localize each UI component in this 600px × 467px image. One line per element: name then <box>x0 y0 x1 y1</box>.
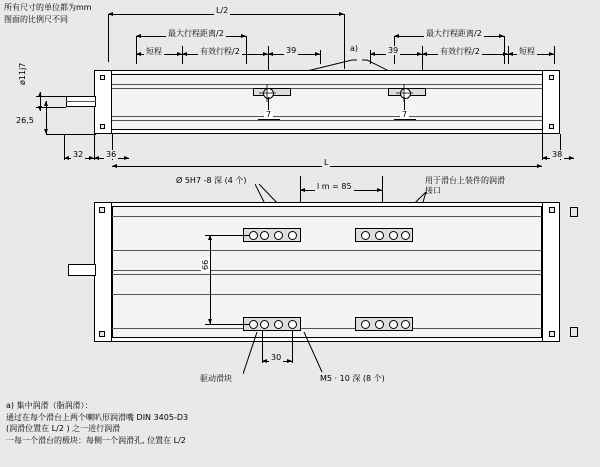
dim-label-30: 30 <box>271 353 282 362</box>
nipple-symbol-left <box>259 84 279 102</box>
dim-label-38: 38 <box>552 150 563 159</box>
profile-line <box>112 120 542 121</box>
dim-arrow-left <box>136 52 141 56</box>
bolt-hole <box>274 231 283 240</box>
bolt-mark <box>99 331 105 337</box>
bolt-hole <box>389 320 398 329</box>
bolt-hole <box>274 320 283 329</box>
dim-label-26-5: 26,5 <box>16 116 34 125</box>
lubrication-port-note-line1: 用于滑台上装件的润滑 <box>425 176 505 185</box>
shaft-centerline <box>66 101 96 102</box>
dim-label-short-stroke-left: 短程 <box>146 47 162 56</box>
bolt-mark <box>549 75 554 80</box>
dim-arrow-left <box>300 188 305 192</box>
footnote-line2: 通过在每个滑台上两个喇叭形润滑嘴 DIN 3405-D3 <box>6 412 189 422</box>
profile-line <box>112 328 542 329</box>
ext-line <box>136 36 137 64</box>
nipple-symbol-right <box>396 84 416 102</box>
ext-line <box>292 331 293 363</box>
dim-label-39-left: 39 <box>286 46 297 55</box>
dim-label-effective-right: 有效行程/2 <box>440 47 480 56</box>
profile-line <box>112 294 542 295</box>
bolt-mark <box>100 124 105 129</box>
bolt-hole <box>401 320 410 329</box>
units-note <box>4 2 92 25</box>
bolt-hole <box>401 231 410 240</box>
drive-block-label: 驱动滑块 <box>200 374 232 383</box>
dim-arrow-right <box>377 188 382 192</box>
lubrication-port-note <box>425 176 505 196</box>
dim-line-66 <box>210 235 211 324</box>
ext-line <box>246 36 247 64</box>
ext-line <box>504 36 505 64</box>
bolt-hole <box>260 231 269 240</box>
bolt-hole <box>249 231 258 240</box>
dim-label-7-left: 7 <box>266 110 272 119</box>
dim-label-short-stroke-right: 短程 <box>519 47 535 56</box>
profile-line <box>112 216 542 217</box>
footnote-line3: (润滑位置在 L/2 ) 之一进行润滑 <box>6 424 121 434</box>
dim-arrow-up <box>44 101 48 106</box>
thread-note-leader <box>300 332 340 376</box>
units-note-line2: 图面的比例尺不同 <box>4 14 68 24</box>
dim-label-max-stroke-right: 最大行程距离/2 <box>426 29 482 38</box>
dim-arrow-right <box>287 359 292 363</box>
hole-note-label: Ø 5H7 -8 深 (4 个) <box>176 176 247 185</box>
bolt-hole <box>361 231 370 240</box>
profile-centerline <box>112 274 542 275</box>
dim-arrow-left <box>64 156 69 160</box>
dim-arrow-up <box>38 92 42 97</box>
ext-line <box>554 46 555 64</box>
shaft-diameter-label: ø11j7 <box>18 62 27 85</box>
bolt-mark <box>549 207 555 213</box>
dim-line-7-left <box>258 119 280 120</box>
bolt-mark <box>99 207 105 213</box>
ext-line-Lhalf-left <box>108 14 109 62</box>
profile-line <box>112 116 542 117</box>
bolt-hole <box>375 320 384 329</box>
dim-label-7-right: 7 <box>402 110 408 119</box>
footnote-block <box>6 400 188 446</box>
dim-label-L: L <box>324 158 329 167</box>
actuator-profile-inner <box>98 74 556 130</box>
footnote-line1: a) 集中润滑（脂润滑）： <box>6 401 93 410</box>
bolt-hole <box>260 320 269 329</box>
lubrication-port-note-line2: 接口 <box>425 186 441 195</box>
actuator-plan-inner <box>112 206 542 338</box>
profile-line <box>112 250 542 251</box>
ext-line-66-bottom <box>205 324 250 325</box>
bolt-mark <box>100 75 105 80</box>
bolt-hole <box>288 231 297 240</box>
dim-arrow-right <box>124 156 129 160</box>
units-note-line1: 所有尺寸的单位都为mm <box>4 3 92 12</box>
dim-arrow-right <box>569 156 574 160</box>
drive-block-leader <box>243 332 273 376</box>
dim-label-effective-left: 有效行程/2 <box>200 47 240 56</box>
bolt-mark <box>549 331 555 337</box>
ext-line <box>508 46 509 64</box>
dim-label-L-half: L/2 <box>216 6 229 15</box>
bolt-hole <box>249 320 258 329</box>
dim-arrow-up <box>208 235 212 240</box>
callout-a-label: a) <box>350 44 359 53</box>
end-cap-left-plan <box>94 202 112 342</box>
ext-line-base <box>46 134 96 135</box>
profile-centerline <box>112 270 542 271</box>
bolt-hole <box>288 320 297 329</box>
drive-shaft-plan <box>68 264 96 276</box>
bolt-hole <box>389 231 398 240</box>
dim-label-39-right: 39 <box>388 46 399 55</box>
footnote-line4: 一每一个滑台的极块：每侧一个润滑孔, 位置在 L/2 <box>6 435 186 445</box>
profile-line <box>112 84 542 85</box>
dim-label-32: 32 <box>73 150 84 159</box>
dim-arrow-down <box>38 106 42 111</box>
bolt-hole <box>375 231 384 240</box>
dim-label-66: 66 <box>201 259 210 270</box>
dim-line-7-right <box>394 119 416 120</box>
dim-label-max-stroke-left: 最大行程距离/2 <box>168 29 224 38</box>
mount-tab-top-right <box>570 207 578 217</box>
dim-arrow-down <box>208 319 212 324</box>
bolt-mark <box>549 124 554 129</box>
dim-arrow-right <box>537 164 542 168</box>
dim-arrow-left <box>94 156 99 160</box>
profile-line <box>112 88 542 89</box>
thread-note-label: M5 · 10 深 (8 个) <box>320 374 385 383</box>
dim-label-36: 36 <box>106 150 117 159</box>
mount-tab-bottom-right <box>570 327 578 337</box>
end-cap-right-plan <box>542 202 560 342</box>
dim-arrow-left <box>182 52 187 56</box>
bolt-hole <box>361 320 370 329</box>
dim-arrow-left <box>112 164 117 168</box>
dim-arrow-left <box>542 156 547 160</box>
dim-label-lm: l m = 85 <box>317 182 352 191</box>
ext-line-66-top <box>205 235 250 236</box>
